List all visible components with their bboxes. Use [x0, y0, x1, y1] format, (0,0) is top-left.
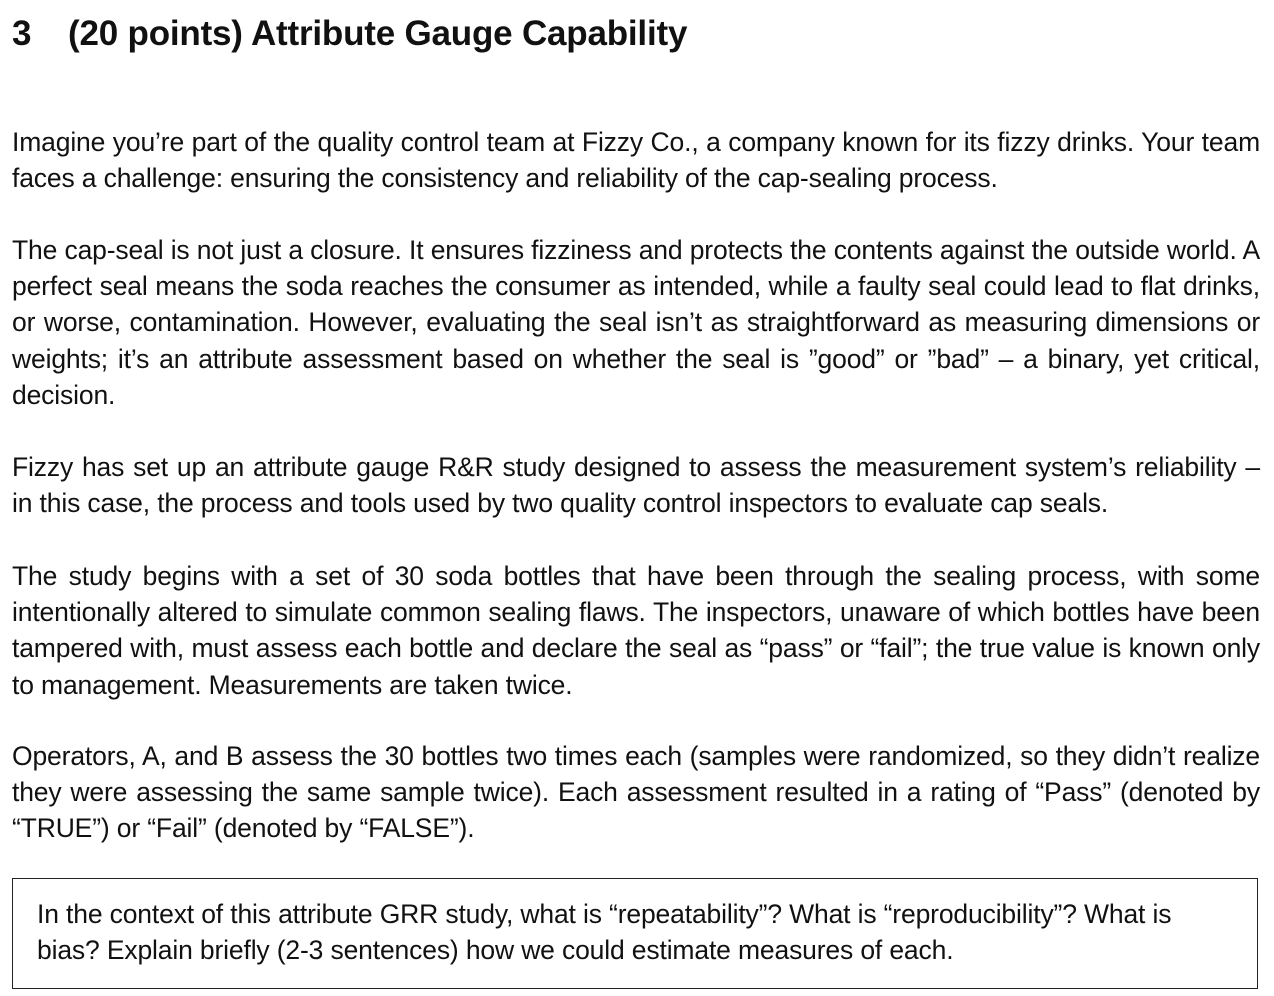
question-box — [12, 878, 1258, 989]
paragraph-study-design: The study begins with a set of 30 soda bottles that have been through the sealing process, with some intentionally altered to simulate common sealing flaws. The inspectors, unaware of which bottles have been tampered with, must assess each bottle and declare the seal as “pass” or “fail”; the true value is known only to management. Measurements are taken twice. — [12, 561, 1260, 700]
section-title: (20 points) Attribute Gauge Capability — [68, 14, 688, 53]
paragraph-operators: Operators, A, and B assess the 30 bottles two times each (samples were randomized, so they didn’t realize they were assessing the same sample twice). Each assessment resulted in a rating of “Pass” (denoted by “TRUE”) or “Fail” (denoted by “FALSE”). — [12, 741, 1260, 844]
section-number: 3 — [12, 14, 32, 53]
paragraph-intro: Imagine you’re part of the quality control team at Fizzy Co., a company known for its fizzy drinks. Your team faces a challenge: ensuring the consistency and reliability of the cap-sealing process. — [12, 127, 1260, 194]
paragraph-study-setup: Fizzy has set up an attribute gauge R&R study designed to assess the measurement system’s reliability – in this case, the process and tools used by two quality control inspectors to evaluate cap seals. — [12, 452, 1260, 519]
question-text: In the context of this attribute GRR study, what is “repeatability”? What is “reproducibility”? What is bias? Explain briefly (2-3 sentences) how we could estimate measures of each. — [37, 899, 1172, 966]
paragraph-cap-seal: The cap-seal is not just a closure. It ensures fizziness and protects the contents against the outside world. A perfect seal means the soda reaches the consumer as intended, while a faulty seal could lead to flat drinks, or worse, contamination. However, evaluating the seal isn’t as straightforward as measuring dimensions or weights; it’s an attribute assessment based on whether the seal is ”good” or ”bad” – a binary, yet critical, decision. — [12, 235, 1260, 410]
section-heading — [12, 12, 687, 56]
